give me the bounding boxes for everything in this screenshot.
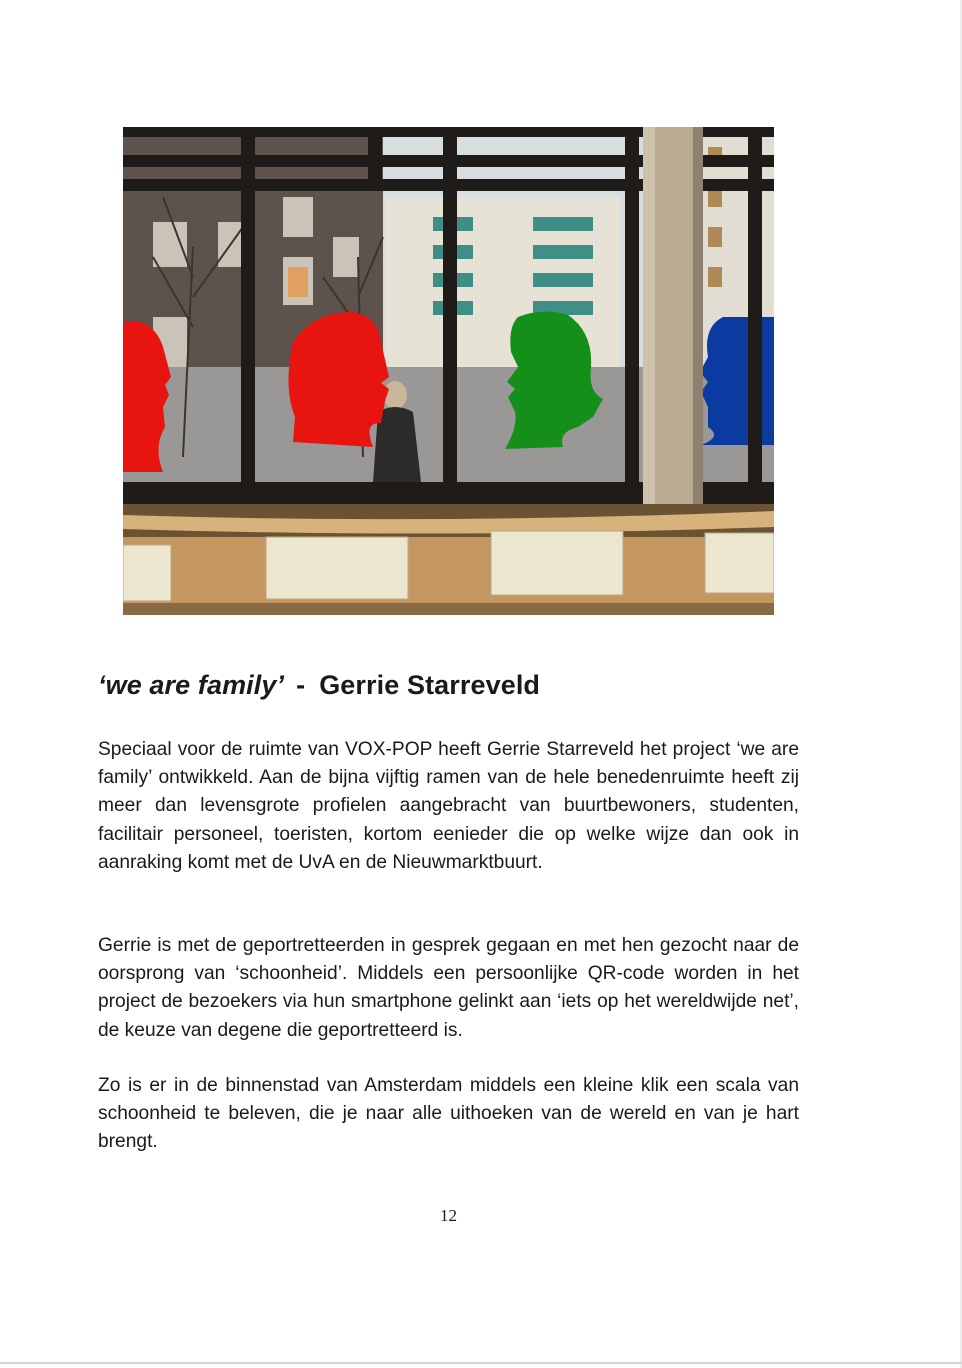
heading-project-title: ‘we are family’ [98, 670, 285, 700]
photo-window-silhouettes [123, 127, 774, 615]
paragraph-conclusion: Zo is er in de binnenstad van Amsterdam middels een kleine klik een scala van schoonheid te beleven, die je naar alle uithoeken van de wereld en van je hart brengt. [98, 1075, 799, 1153]
heading-separator: - [296, 670, 306, 700]
document-heading [98, 670, 540, 701]
paragraph-conversation: Gerrie is met de geportretteerden in gesprek gegaan en met hen gezocht naar de oorsprong van ‘schoonheid’. Middels een persoonlijke QR-code worden in het project de bezoekers via hun smartphone gelinkt aan ‘iets op het wereldwijde net’, de keuze van degene die geportretteerd is. [98, 935, 799, 1041]
paragraph-intro: Speciaal voor de ruimte van VOX-POP heeft Gerrie Starreveld het project ‘we are family’ ontwikkeld. Aan de bijna vijftig ramen van de hele benedenruimte heeft zij meer dan levensgrote profielen aangebracht van buurtbewoners, studenten, facilitair personeel, toeristen, kortom eenieder die op welke wijze dan ook in aanraking komt met de UvA en de Nieuwmarktbuurt. [98, 739, 799, 873]
heading-artist-name: Gerrie Starreveld [319, 670, 541, 700]
page-separator-line [0, 1362, 962, 1364]
page-number: 12 [440, 1206, 457, 1225]
